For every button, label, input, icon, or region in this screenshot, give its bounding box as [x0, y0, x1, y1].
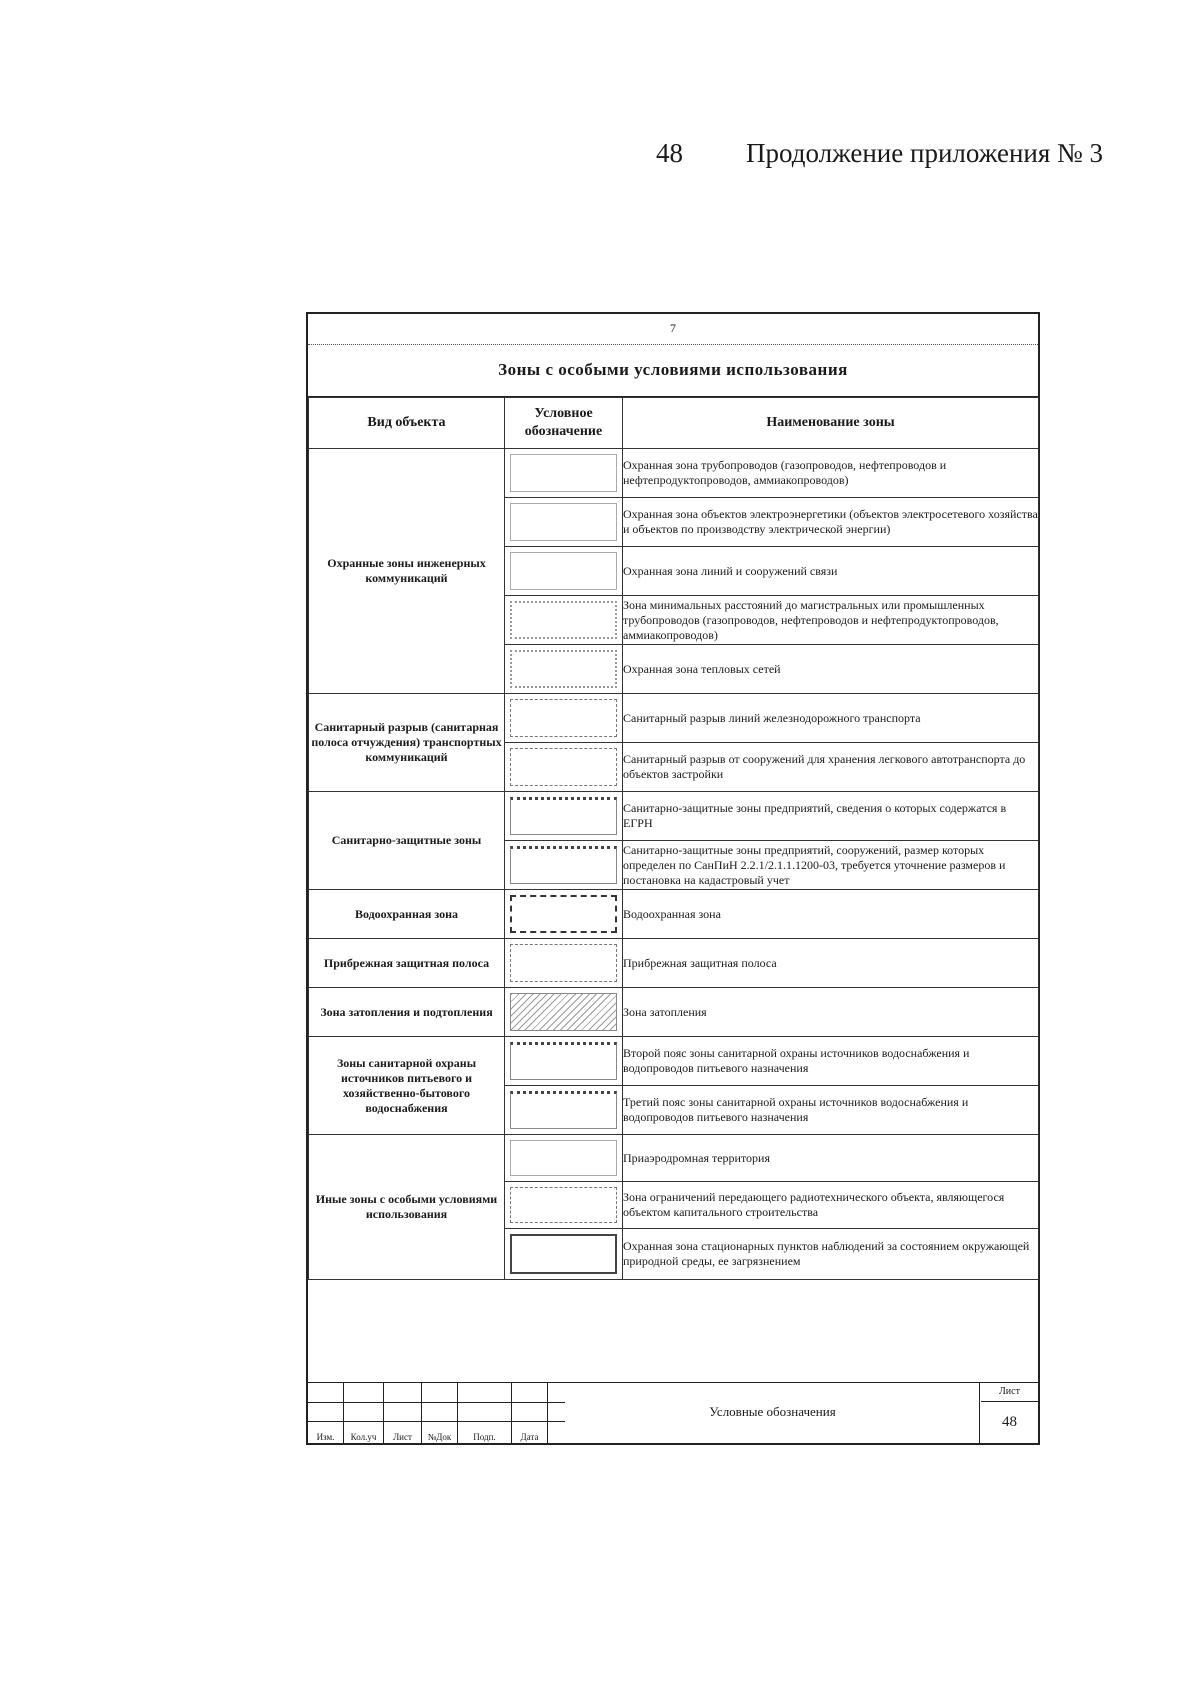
- symbol-cell: [505, 988, 623, 1037]
- legend-row: [309, 449, 1039, 498]
- symbol-cell: [505, 645, 623, 694]
- revision-column: [512, 1383, 548, 1443]
- legend-row: [309, 890, 1039, 939]
- column-header-object: Вид объекта: [309, 398, 505, 449]
- symbol-cell: [505, 743, 623, 792]
- sheet-label: Лист: [981, 1383, 1038, 1402]
- zone-symbol-swatch: [510, 993, 617, 1031]
- zone-name: Санитарный разрыв от сооружений для хранения легкового автотранспорта до объектов застройки: [623, 743, 1039, 792]
- object-category: Зоны санитарной охраны источников питьевого и хозяйственно-бытового водоснабжения: [309, 1037, 505, 1135]
- zone-name: Зона минимальных расстояний до магистральных или промышленных трубопроводов (газопроводов, нефтепроводов и нефтепродуктопроводов, аммиакопроводов): [623, 596, 1039, 645]
- symbol-cell: [505, 841, 623, 890]
- zone-name: Охранная зона тепловых сетей: [623, 645, 1039, 694]
- revision-column-label: Дата: [520, 1432, 539, 1442]
- zone-name: Охранная зона стационарных пунктов наблюдений за состоянием окружающей природной среды, ее загрязнением: [623, 1229, 1039, 1280]
- legend-header-row: [309, 398, 1039, 449]
- zone-name: Приаэродромная территория: [623, 1135, 1039, 1182]
- sheet-title: Зоны с особыми условиями использования: [308, 344, 1038, 397]
- page-number: 48: [656, 138, 683, 168]
- zone-name: Зона затопления: [623, 988, 1039, 1037]
- symbol-cell: [505, 939, 623, 988]
- legend-row: [309, 792, 1039, 841]
- column-header-zone: Наименование зоны: [623, 398, 1039, 449]
- zone-symbol-swatch: [510, 846, 617, 884]
- symbol-cell: [505, 1135, 623, 1182]
- object-category: Прибрежная защитная полоса: [309, 939, 505, 988]
- zone-symbol-swatch: [510, 552, 617, 590]
- revision-column: [458, 1383, 512, 1443]
- revision-row-line: [308, 1402, 565, 1403]
- zone-name: Водоохранная зона: [623, 890, 1039, 939]
- legend-row: [309, 1135, 1039, 1182]
- revision-column-label: №Док: [427, 1432, 452, 1442]
- object-category: Охранные зоны инженерных коммуникаций: [309, 449, 505, 694]
- zone-symbol-swatch: [510, 1091, 617, 1129]
- zone-symbol-swatch: [510, 895, 617, 933]
- zone-symbol-swatch: [510, 1234, 617, 1274]
- page-header: [656, 138, 1103, 169]
- zone-name: Второй пояс зоны санитарной охраны источников водоснабжения и водопроводов питьевого назначения: [623, 1037, 1039, 1086]
- symbol-cell: [505, 596, 623, 645]
- symbol-cell: [505, 1037, 623, 1086]
- zone-name: Третий пояс зоны санитарной охраны источников водоснабжения и водопроводов питьевого назначения: [623, 1086, 1039, 1135]
- symbol-cell: [505, 890, 623, 939]
- legend-body: [309, 449, 1039, 1280]
- zone-name: Прибрежная защитная полоса: [623, 939, 1039, 988]
- revision-row-line: [308, 1421, 565, 1422]
- zone-name: Зона ограничений передающего радиотехнического объекта, являющегося объектом капитального строительства: [623, 1182, 1039, 1229]
- zone-name: Охранная зона трубопроводов (газопроводов, нефтепроводов и нефтепродуктопроводов, аммиакопроводов): [623, 449, 1039, 498]
- revision-column: [384, 1383, 422, 1443]
- sheet-top-number: 7: [308, 314, 1038, 345]
- legend-row: [309, 939, 1039, 988]
- revision-cells: [308, 1383, 565, 1443]
- symbol-cell: [505, 498, 623, 547]
- zone-name: Охранная зона линий и сооружений связи: [623, 547, 1039, 596]
- object-category: Санитарно-защитные зоны: [309, 792, 505, 890]
- symbol-cell: [505, 694, 623, 743]
- zone-symbol-swatch: [510, 748, 617, 786]
- object-category: Зона затопления и подтопления: [309, 988, 505, 1037]
- zone-symbol-swatch: [510, 1140, 617, 1176]
- zone-symbol-swatch: [510, 601, 617, 639]
- legend-row: [309, 988, 1039, 1037]
- symbol-cell: [505, 449, 623, 498]
- zone-name: Санитарный разрыв линий железнодорожного транспорта: [623, 694, 1039, 743]
- revision-column-label: Лист: [393, 1432, 412, 1442]
- revision-column-label: Кол.уч: [350, 1432, 377, 1442]
- sheet-number: 48: [1002, 1414, 1017, 1430]
- symbol-cell: [505, 1086, 623, 1135]
- zone-symbol-swatch: [510, 650, 617, 688]
- zone-symbol-swatch: [510, 944, 617, 982]
- revision-column-label: Изм.: [316, 1432, 335, 1442]
- legend-row: [309, 694, 1039, 743]
- zone-symbol-swatch: [510, 454, 617, 492]
- object-category: Санитарный разрыв (санитарная полоса отчуждения) транспортных коммуникаций: [309, 694, 505, 792]
- zone-name: Санитарно-защитные зоны предприятий, сооружений, размер которых определен по СанПиН 2.2.1/2.1.1.1200-03, требуется уточнение размеров и постановка на кадастровый учет: [623, 841, 1039, 890]
- zone-symbol-swatch: [510, 1187, 617, 1223]
- revision-column: [422, 1383, 458, 1443]
- title-block-caption: Условные обозначения: [566, 1383, 980, 1443]
- symbol-cell: [505, 1229, 623, 1280]
- zone-symbol-swatch: [510, 699, 617, 737]
- title-block: [308, 1382, 1038, 1443]
- object-category: Иные зоны с особыми условиями использования: [309, 1135, 505, 1280]
- revision-column: [344, 1383, 384, 1443]
- symbol-cell: [505, 547, 623, 596]
- zone-name: Санитарно-защитные зоны предприятий, сведения о которых содержатся в ЕГРН: [623, 792, 1039, 841]
- symbol-cell: [505, 792, 623, 841]
- legend-row: [309, 1037, 1039, 1086]
- revision-column-label: Подп.: [473, 1432, 496, 1442]
- zone-symbol-swatch: [510, 1042, 617, 1080]
- revision-column: [308, 1383, 344, 1443]
- legend-sheet: [306, 312, 1040, 1445]
- appendix-title: Продолжение приложения № 3: [746, 138, 1104, 168]
- symbol-cell: [505, 1182, 623, 1229]
- zone-name: Охранная зона объектов электроэнергетики (объектов электросетевого хозяйства и объектов по производству электрической энергии): [623, 498, 1039, 547]
- column-header-symbol: Условное обозначение: [505, 398, 623, 449]
- zone-symbol-swatch: [510, 503, 617, 541]
- legend-table: [308, 397, 1039, 1280]
- zone-symbol-swatch: [510, 797, 617, 835]
- object-category: Водоохранная зона: [309, 890, 505, 939]
